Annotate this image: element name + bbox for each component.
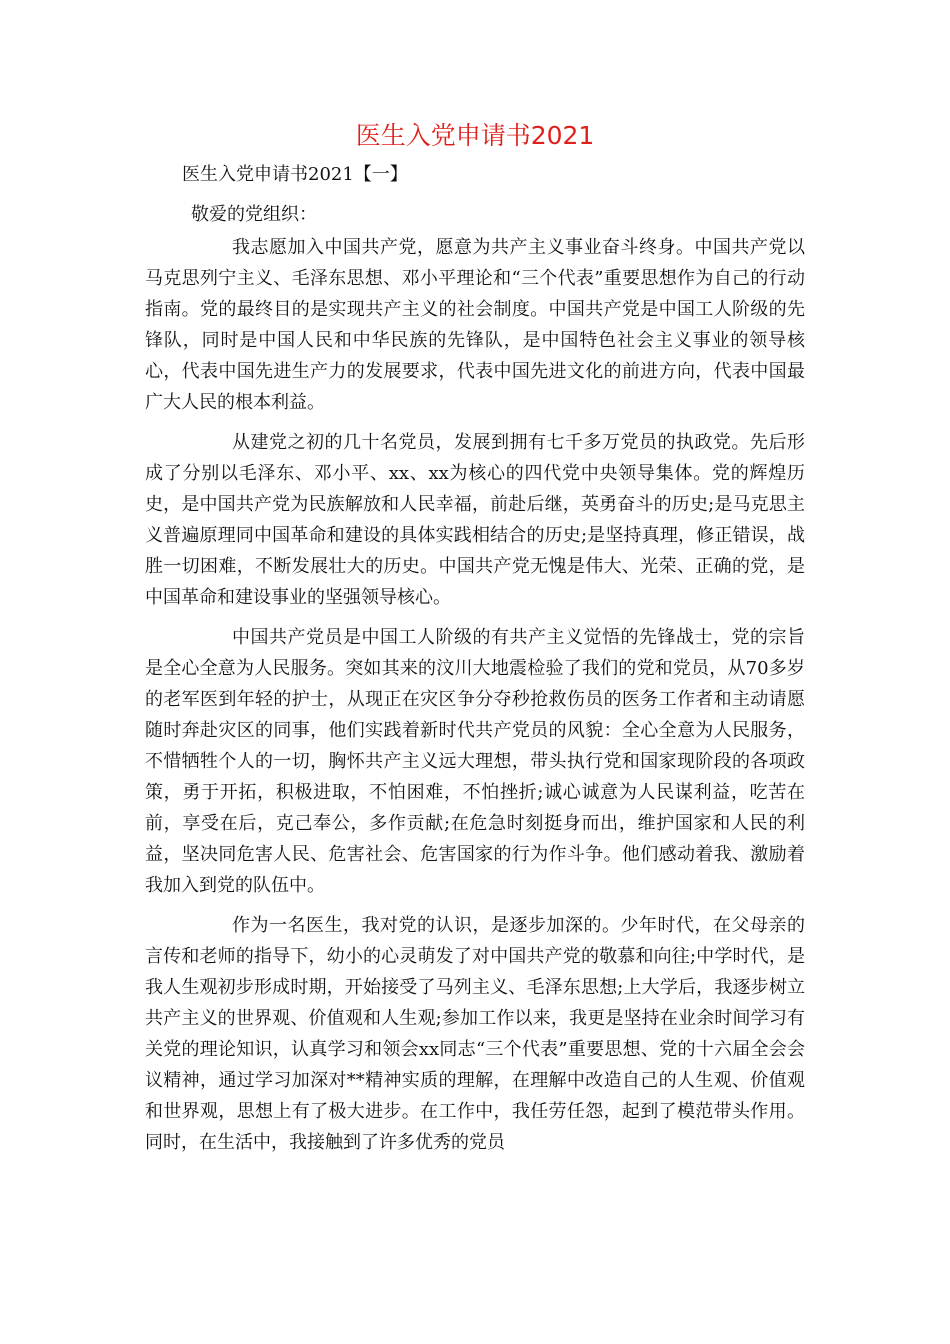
section-heading: 医生入党申请书2021【一】 bbox=[182, 164, 408, 185]
paragraph-1: 我志愿加入中国共产党，愿意为共产主义事业奋斗终身。中国共产党以马克思列宁主义、毛泽东思想、邓小平理论和“三个代表”重要思想作为自己的行动指南。党的最终目的是实现共产主义的社会制度。中国共产党是中国工人阶级的先锋队，同时是中国人民和中华民族的先锋队，是中国特色社会主义事业的领导核心，代表中国先进生产力的发展要求，代表中国先进文化的前进方向，代表中国最广大人民的根本利益。 bbox=[145, 237, 805, 413]
letter-body bbox=[145, 232, 805, 1167]
paragraph-2: 从建党之初的几十名党员，发展到拥有七千多万党员的执政党。先后形成了分别以毛泽东、邓小平、xx、xx为核心的四代党中央领导集体。党的辉煌历史，是中国共产党为民族解放和人民幸福，前赴后继，英勇奋斗的历史;是马克思主义普遍原理同中国革命和建设的具体实践相结合的历史;是坚持真理，修正错误，战胜一切困难，不断发展壮大的历史。中国共产党无愧是伟大、光荣、正确的党，是中国革命和建设事业的坚强领导核心。 bbox=[145, 432, 805, 608]
document-title: 医生入党申请书2021 bbox=[355, 121, 595, 150]
paragraph-4: 作为一名医生，我对党的认识，是逐步加深的。少年时代，在父母亲的言传和老师的指导下，幼小的心灵萌发了对中国共产党的敬慕和向往;中学时代，是我人生观初步形成时期，开始接受了马列主义、毛泽东思想;上大学后，我逐步树立共产主义的世界观、价值观和人生观;参加工作以来，我更是坚持在业余时间学习有关党的理论知识，认真学习和领会xx同志“三个代表”重要思想、党的十六届全会会议精神，通过学习加深对**精神实质的理解，在理解中改造自己的人生观、价值观和世界观，思想上有了极大进步。在工作中，我任劳任怨，起到了模范带头作用。同时，在生活中，我接触到了许多优秀的党员 bbox=[145, 915, 805, 1153]
paragraph-3: 中国共产党员是中国工人阶级的有共产主义觉悟的先锋战士，党的宗旨是全心全意为人民服务。突如其来的汶川大地震检验了我们的党和党员，从70多岁的老军医到年轻的护士，从现正在灾区争分夺秒抢救伤员的医务工作者和主动请愿随时奔赴灾区的同事，他们实践着新时代共产党员的风貌：全心全意为人民服务，不惜牺牲个人的一切，胸怀共产主义远大理想，带头执行党和国家现阶段的各项政策，勇于开拓，积极进取，不怕困难，不怕挫折;诚心诚意为人民谋利益，吃苦在前，享受在后，克己奉公，多作贡献;在危急时刻挺身而出，维护国家和人民的利益，坚决同危害人民、危害社会、危害国家的行为作斗争。他们感动着我、激励着我加入到党的队伍中。 bbox=[145, 627, 805, 896]
salutation: 敬爱的党组织： bbox=[191, 204, 317, 225]
